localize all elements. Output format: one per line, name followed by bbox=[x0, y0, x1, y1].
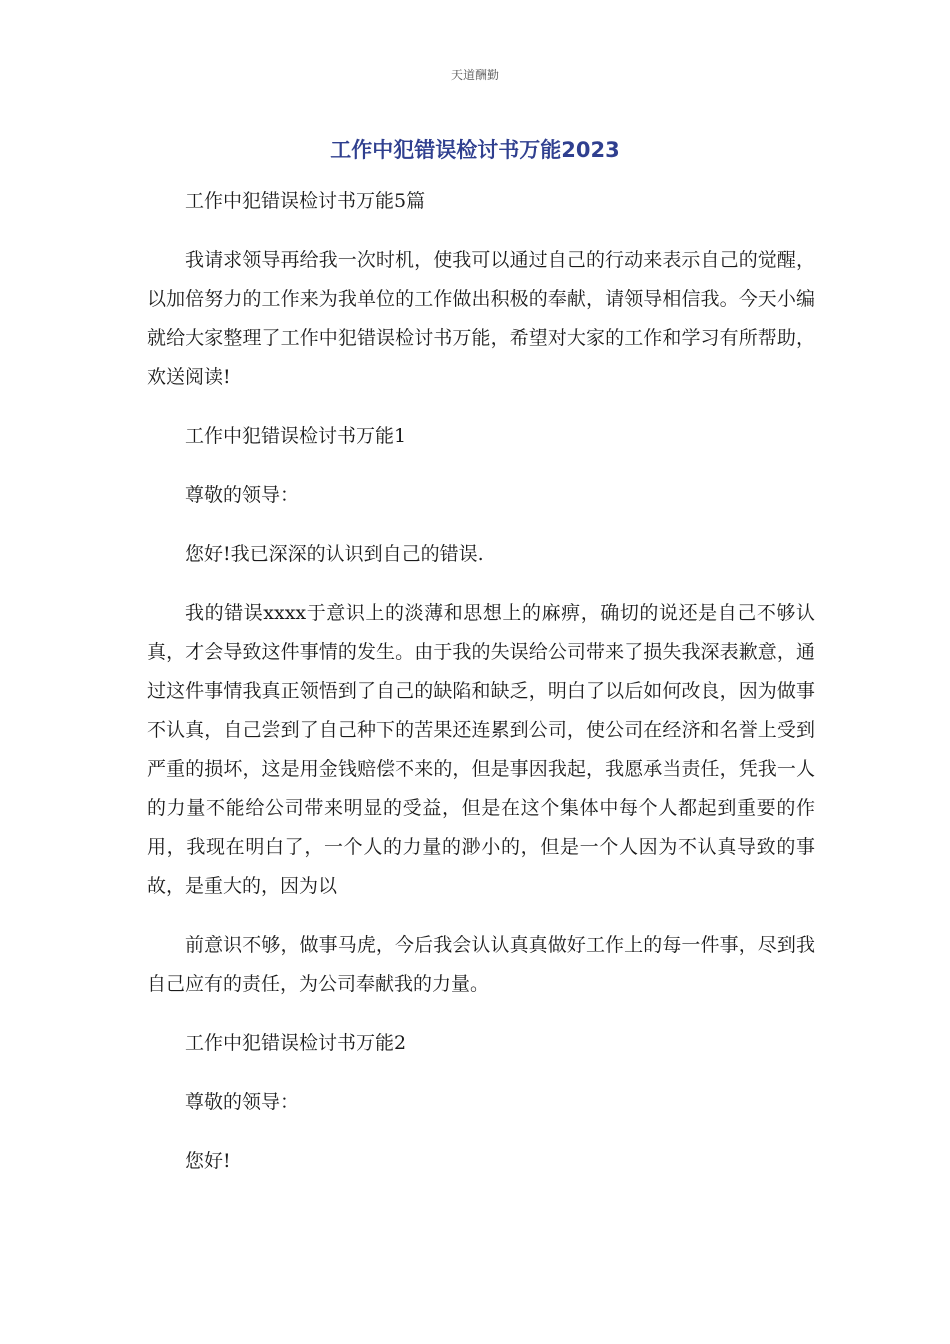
salutation-2: 尊敬的领导： bbox=[185, 1091, 300, 1113]
greeting-2: 您好! bbox=[185, 1150, 231, 1172]
salutation-1: 尊敬的领导： bbox=[185, 484, 300, 506]
subtitle-paragraph: 工作中犯错误检讨书万能5篇 bbox=[185, 190, 426, 212]
section-heading-1: 工作中犯错误检讨书万能1 bbox=[185, 425, 407, 447]
document-title: 工作中犯错误检讨书万能2023 bbox=[330, 138, 620, 162]
document-body bbox=[147, 182, 815, 1201]
page-header: 天道酬勤 bbox=[450, 68, 499, 82]
body-paragraph-2: 前意识不够，做事马虎，今后我会认认真真做好工作上的每一件事，尽到我自己应有的责任，为公司奉献我的力量。 bbox=[147, 934, 815, 995]
greeting-1: 您好!我已深深的认识到自己的错误. bbox=[185, 543, 484, 565]
section-heading-2: 工作中犯错误检讨书万能2 bbox=[185, 1032, 407, 1054]
body-paragraph-1: 我的错误xxxx于意识上的淡薄和思想上的麻痹，确切的说还是自己不够认真，才会导致这件事情的发生。由于我的失误给公司带来了损失我深表歉意，通过这件事情我真正领悟到了自己的缺陷和缺乏，明白了以后如何改良，因为做事不认真，自己尝到了自己种下的苦果还连累到公司，使公司在经济和名誉上受到严重的损坏，这是用金钱赔偿不来的，但是事因我起，我愿承当责任，凭我一人的力量不能给公司带来明显的受益，但是在这个集体中每个人都起到重要的作用，我现在明白了，一个人的力量的渺小的，但是一个人因为不认真导致的事故，是重大的，因为以 bbox=[147, 602, 815, 897]
intro-paragraph: 我请求领导再给我一次时机，使我可以通过自己的行动来表示自己的觉醒，以加倍努力的工作来为我单位的工作做出积极的奉献，请领导相信我。今天小编就给大家整理了工作中犯错误检讨书万能，希望对大家的工作和学习有所帮助，欢送阅读! bbox=[147, 249, 815, 388]
